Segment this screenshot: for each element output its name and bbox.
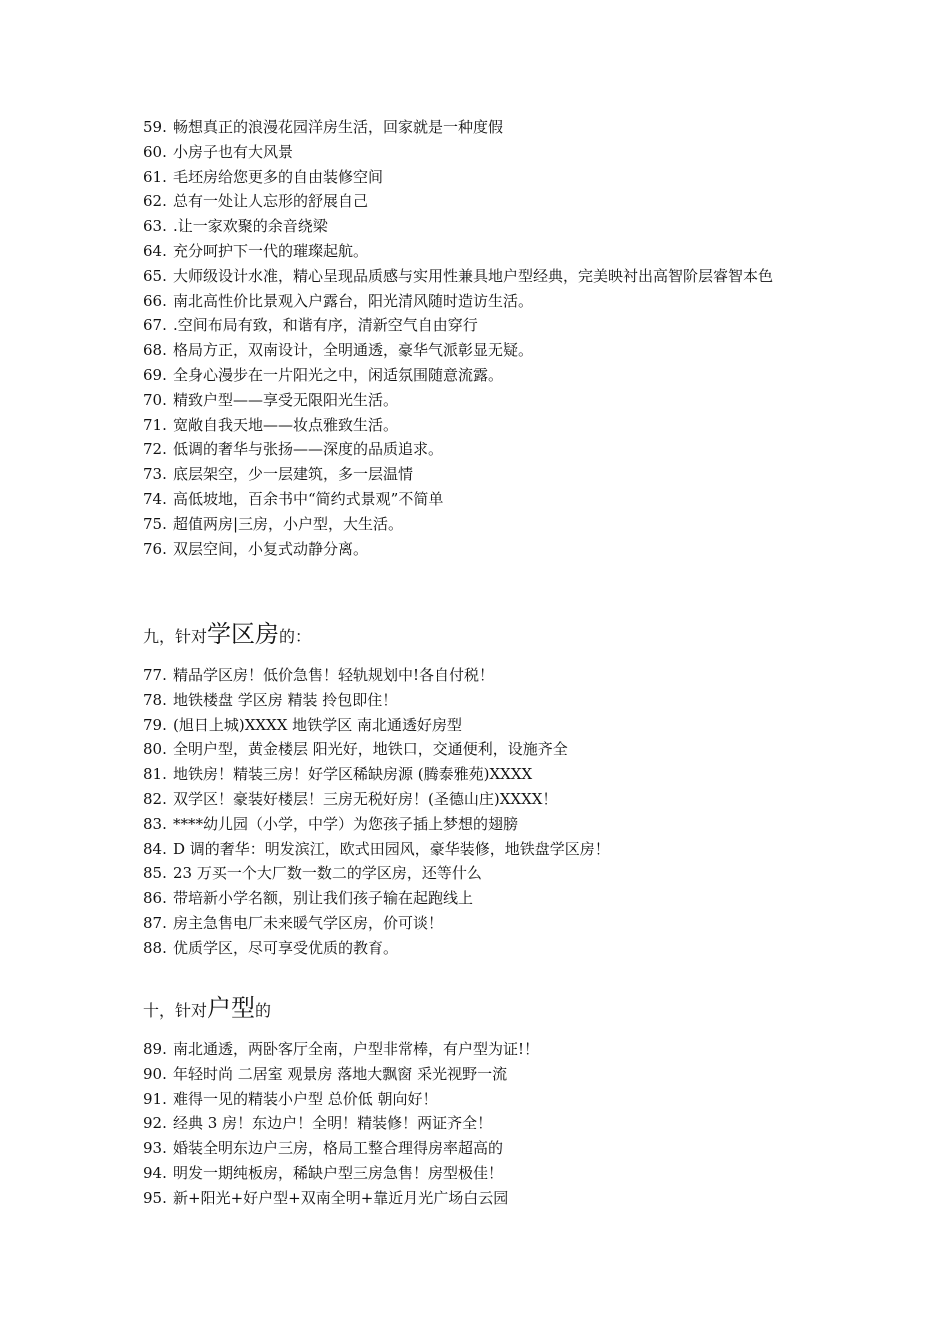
list-item [143,1062,823,1087]
heading-suffix: 的： [279,627,312,646]
list-item [143,837,823,862]
list-item [143,537,823,562]
heading-keyword: 学区房 [207,620,280,648]
item-number: 69. [143,365,167,384]
item-number: 83. [143,814,167,833]
item-text: 大师级设计水准，精心呈现品质感与实用性兼具地户型经典，完美映衬出高智阶层睿智本色 [173,266,774,285]
list-item [143,663,823,688]
list-item [143,911,823,936]
item-text: 难得一见的精装小户型 总价低 朝向好！ [173,1089,438,1108]
slogan-list-layout [143,115,823,561]
heading-keyword: 户型 [207,994,256,1022]
list-item [143,512,823,537]
item-number: 78. [143,690,167,709]
list-item [143,886,823,911]
item-number: 86. [143,889,167,908]
item-text: 婚装全明东边户三房，格局工整合理得房率超高的 [173,1139,504,1158]
item-text: 充分呵护下一代的璀璨起航。 [173,241,369,260]
item-number: 76. [143,539,167,558]
item-text: 宽敞自我天地——妆点雅致生活。 [173,415,399,434]
item-number: 74. [143,489,167,508]
item-text: 格局方正，双南设计，全明通透，豪华气派彰显无疑。 [173,341,534,360]
item-text: 带培新小学名额，别让我们孩子输在起跑线上 [173,889,474,908]
item-text: 高低坡地，百余书中“简约式景观”不简单 [173,489,444,508]
item-number: 91. [143,1089,167,1108]
item-number: 72. [143,440,167,459]
item-text: 精致户型——享受无限阳光生活。 [173,390,399,409]
list-item [143,437,823,462]
heading-prefix: 十，针对 [143,1001,208,1020]
item-number: 89. [143,1040,167,1058]
list-item [143,787,823,812]
item-number: 79. [143,715,167,734]
item-number: 65. [143,266,167,285]
list-item [143,1037,823,1062]
slogan-list-floor-plan [143,1037,823,1211]
item-text: 地铁楼盘 学区房 精装 拎包即住！ [173,690,398,709]
list-item [143,1111,823,1136]
item-text: 精品学区房！低价急售！轻轨规划中!各自付税！ [173,666,495,684]
item-text: D 调的奢华：明发滨江，欧式田园风，豪华装修，地铁盘学区房！ [173,839,610,858]
item-text: 小房子也有大风景 [173,142,294,161]
item-number: 88. [143,938,167,957]
list-item [143,239,823,264]
list-item [143,363,823,388]
item-number: 92. [143,1114,167,1133]
list-item [143,289,823,314]
item-number: 95. [143,1188,167,1207]
item-number: 64. [143,241,167,260]
list-item [143,214,823,239]
list-item [143,861,823,886]
item-number: 87. [143,913,167,932]
list-item [143,264,823,289]
item-text: 南北通透，两卧客厅全南，户型非常棒，有户型为证!！ [173,1040,540,1058]
item-number: 93. [143,1139,167,1158]
item-number: 82. [143,789,167,808]
item-text: 南北高性价比景观入户露台，阳光清风随时造访生活。 [173,291,534,310]
item-text: 畅想真正的浪漫花园洋房生活，回家就是一种度假 [173,118,504,136]
list-item [143,1136,823,1161]
list-item [143,688,823,713]
list-item [143,165,823,190]
item-text: 双层空间，小复式动静分离。 [173,539,369,558]
item-text: 总有一处让人忘形的舒展自己 [173,192,369,211]
item-text: 超值两房|三房，小户型，大生活。 [173,514,404,533]
section-heading-school-district [143,620,311,651]
item-number: 73. [143,465,167,484]
item-number: 60. [143,142,167,161]
list-item [143,338,823,363]
list-item [143,762,823,787]
list-item [143,140,823,165]
list-item [143,713,823,738]
list-item [143,388,823,413]
item-number: 84. [143,839,167,858]
list-item [143,413,823,438]
item-text: 全身心漫步在一片阳光之中，闲适氛围随意流露。 [173,365,504,384]
item-number: 63. [143,217,167,236]
item-number: 62. [143,192,167,211]
item-text: 全明户型，黄金楼层 阳光好，地铁口，交通便利，设施齐全 [173,740,568,759]
item-text: (旭日上城)XXXX 地铁学区 南北通透好房型 [173,715,462,734]
item-text: 明发一期纯板房，稀缺户型三房急售！房型极佳！ [173,1163,504,1182]
heading-prefix: 九，针对 [143,627,208,646]
item-text: .让一家欢聚的余音绕梁 [173,217,328,236]
slogan-list-school-district [143,663,823,961]
item-text: 23 万买一个大厂数一数二的学区房，还等什么 [173,864,482,883]
item-number: 94. [143,1163,167,1182]
list-item [143,462,823,487]
list-item [143,487,823,512]
item-number: 81. [143,765,167,784]
list-item [143,1161,823,1186]
list-item [143,189,823,214]
list-item [143,737,823,762]
item-number: 75. [143,514,167,533]
list-item [143,313,823,338]
item-text: 年轻时尚 二居室 观景房 落地大飘窗 采光视野一流 [173,1064,508,1083]
item-number: 77. [143,666,167,684]
item-number: 67. [143,316,167,335]
list-item [143,936,823,961]
item-number: 61. [143,167,167,186]
item-number: 80. [143,740,167,759]
section-heading-floor-plan [143,994,271,1025]
item-text: 底层架空，少一层建筑，多一层温情 [173,465,414,484]
list-item [143,812,823,837]
item-text: 毛坯房给您更多的自由装修空间 [173,167,384,186]
item-number: 85. [143,864,167,883]
item-text: 低调的奢华与张扬——深度的品质追求。 [173,440,444,459]
item-text: 地铁房！精装三房！好学区稀缺房源 (腾泰雅苑)XXXX [173,765,533,784]
item-text: 新+阳光+好户型+双南全明+靠近月光广场白云园 [173,1188,509,1207]
item-text: 双学区！豪装好楼层！三房无税好房！(圣德山庄)XXXX！ [173,789,558,808]
list-item [143,115,823,140]
item-text: ****幼儿园（小学，中学）为您孩子插上梦想的翅膀 [173,814,519,833]
item-number: 90. [143,1064,167,1083]
list-item [143,1186,823,1211]
item-number: 71. [143,415,167,434]
item-number: 59. [143,118,167,136]
item-text: 优质学区，尽可享受优质的教育。 [173,938,399,957]
item-text: 房主急售电厂未来暖气学区房，价可谈！ [173,913,444,932]
item-number: 70. [143,390,167,409]
list-item [143,1087,823,1112]
item-number: 66. [143,291,167,310]
item-number: 68. [143,341,167,360]
item-text: .空间布局有致，和谐有序，清新空气自由穿行 [173,316,478,335]
item-text: 经典 3 房！东边户！全明！精装修！两证齐全！ [173,1114,493,1133]
heading-suffix: 的 [255,1001,272,1020]
